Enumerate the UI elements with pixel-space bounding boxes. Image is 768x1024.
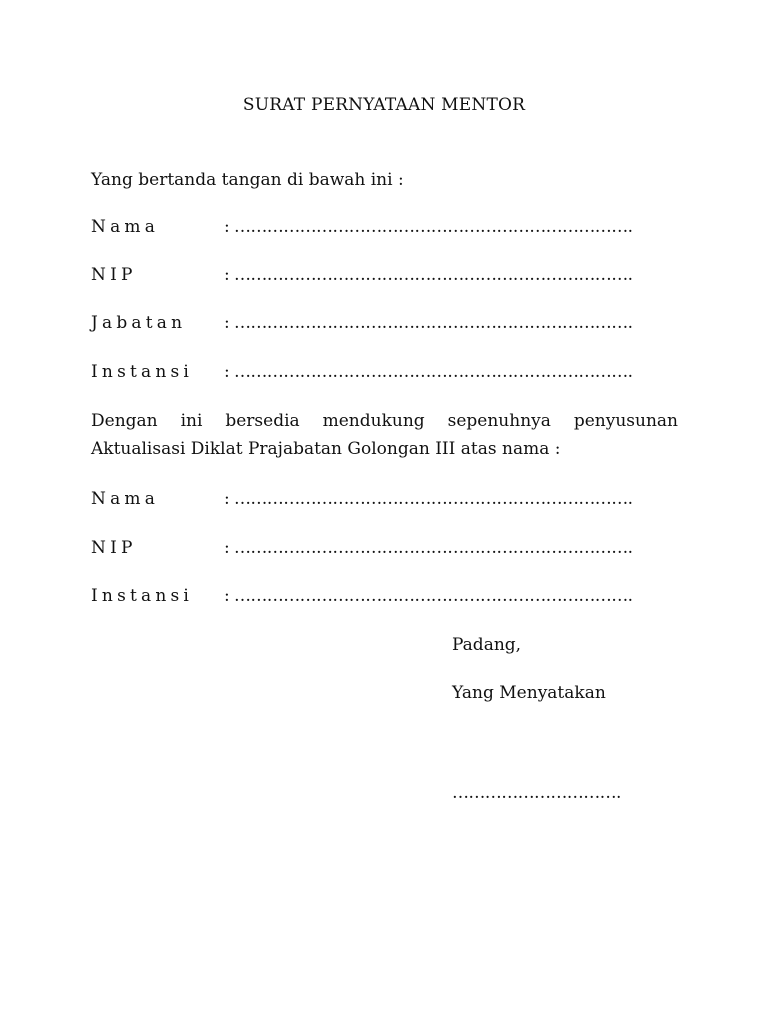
mentor-field-nip: [91, 265, 633, 289]
mentor-field-nama: [91, 217, 633, 241]
intro-text: Yang bertanda tangan di bawah ini :: [91, 170, 404, 190]
field-blank: ……………………………………………………………….: [234, 313, 633, 333]
participant-field-nama: [91, 489, 633, 513]
field-separator: :: [224, 586, 230, 606]
field-label: Instansi: [91, 586, 194, 606]
mentor-field-jabatan: [91, 313, 633, 337]
document-title: SURAT PERNYATAAN MENTOR: [242, 95, 526, 115]
field-label: Nama: [91, 217, 160, 237]
signature-place: Padang,: [452, 635, 522, 655]
field-separator: :: [224, 217, 230, 237]
field-separator: :: [224, 538, 230, 558]
mentor-field-instansi: [91, 362, 633, 386]
field-separator: :: [224, 265, 230, 285]
signature-role: Yang Menyatakan: [452, 683, 606, 703]
participant-field-instansi: [91, 586, 633, 610]
field-separator: :: [224, 313, 230, 333]
statement-paragraph: [91, 407, 678, 463]
field-separator: :: [224, 362, 230, 382]
field-label: Instansi: [91, 362, 194, 382]
field-blank: ……………………………………………………………….: [234, 586, 633, 606]
signature-name-line: ………………………….: [452, 783, 621, 803]
field-label: NIP: [91, 538, 137, 558]
field-blank: ……………………………………………………………….: [234, 489, 633, 509]
field-separator: :: [224, 489, 230, 509]
field-blank: ……………………………………………………………….: [234, 538, 633, 558]
statement-line-1: Dengan ini bersedia mendukung sepenuhnya penyusunan: [91, 411, 678, 431]
field-blank: ……………………………………………………………….: [234, 265, 633, 285]
field-label: Nama: [91, 489, 160, 509]
field-blank: ……………………………………………………………….: [234, 217, 633, 237]
field-blank: ……………………………………………………………….: [234, 362, 633, 382]
statement-line-2: Aktualisasi Diklat Prajabatan Golongan III atas nama :: [91, 439, 561, 459]
participant-field-nip: [91, 538, 633, 562]
field-label: Jabatan: [91, 313, 187, 333]
field-label: NIP: [91, 265, 137, 285]
